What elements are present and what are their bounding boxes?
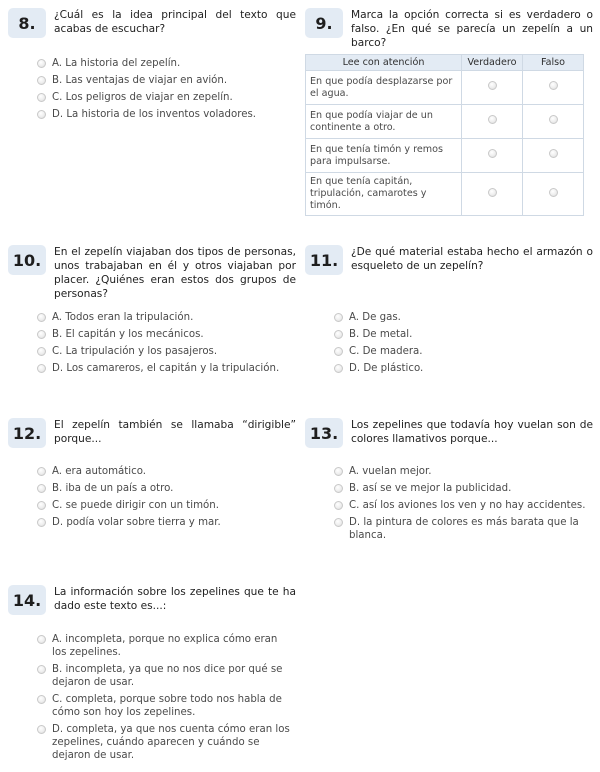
- radio-button[interactable]: [37, 695, 46, 704]
- question-number: 14.: [8, 585, 46, 615]
- radio-button[interactable]: [37, 76, 46, 85]
- option-label: D. podía volar sobre tierra y mar.: [52, 517, 221, 528]
- true-radio[interactable]: [488, 188, 497, 197]
- radio-button[interactable]: [334, 501, 343, 510]
- radio-button[interactable]: [334, 467, 343, 476]
- option-label: B. incompleta, ya que no nos dice por qué se dejaron de usar.: [52, 664, 283, 688]
- true-radio[interactable]: [488, 149, 497, 158]
- true-cell: [462, 71, 523, 105]
- true-cell: [462, 139, 523, 173]
- option-label: A. incompleta, porque no explica cómo eran los zepelines.: [52, 634, 278, 658]
- question-number: 12.: [8, 418, 46, 448]
- question-number: 9.: [305, 8, 343, 38]
- radio-button[interactable]: [37, 467, 46, 476]
- radio-button[interactable]: [334, 364, 343, 373]
- question-8: [8, 8, 298, 128]
- radio-button[interactable]: [37, 93, 46, 102]
- option-label: C. La tripulación y los pasajeros.: [52, 346, 218, 357]
- options-list: [334, 311, 589, 379]
- radio-button[interactable]: [37, 501, 46, 510]
- true-cell: [462, 173, 523, 216]
- option-label: A. Todos eran la tripulación.: [52, 312, 194, 323]
- option-label: B. así se ve mejor la publicidad.: [349, 483, 512, 494]
- radio-button[interactable]: [334, 347, 343, 356]
- radio-button[interactable]: [37, 330, 46, 339]
- false-cell: [523, 173, 584, 216]
- option-label: D. La historia de los inventos voladores.: [52, 109, 257, 120]
- option-c[interactable]: [37, 693, 292, 719]
- question-9: [305, 8, 595, 48]
- radio-button[interactable]: [37, 110, 46, 119]
- radio-button[interactable]: [37, 347, 46, 356]
- options-list: [37, 311, 292, 379]
- option-label: D. De plástico.: [349, 363, 424, 374]
- option-c[interactable]: [334, 345, 589, 358]
- false-radio[interactable]: [549, 188, 558, 197]
- question-10: [8, 245, 298, 385]
- radio-button[interactable]: [334, 518, 343, 527]
- table-header-row: [306, 55, 584, 71]
- true-radio[interactable]: [488, 81, 497, 90]
- option-label: C. De madera.: [349, 346, 423, 357]
- option-label: D. Los camareros, el capitán y la tripulación.: [52, 363, 280, 374]
- true-cell: [462, 105, 523, 139]
- option-b[interactable]: [37, 74, 292, 87]
- false-cell: [523, 139, 584, 173]
- radio-button[interactable]: [37, 665, 46, 674]
- question-number: 8.: [8, 8, 46, 38]
- radio-button[interactable]: [334, 313, 343, 322]
- option-d[interactable]: [37, 362, 292, 375]
- radio-button[interactable]: [37, 59, 46, 68]
- question-text: Los zepelines que todavía hoy vuelan son de colores llamativos porque...: [351, 419, 593, 445]
- option-d[interactable]: [37, 723, 292, 762]
- option-label: D. completa, ya que nos cuenta cómo eran los zepelines, cuándo aparecen y cuándo se dejaron de usar.: [52, 724, 290, 761]
- option-a[interactable]: [334, 311, 589, 324]
- question-number: 10.: [8, 245, 46, 275]
- statement-cell: En que tenía capitán, tripulación, camarotes y timón.: [306, 173, 462, 216]
- option-a[interactable]: [37, 311, 292, 324]
- radio-button[interactable]: [334, 484, 343, 493]
- option-label: D. la pintura de colores es más barata que la blanca.: [349, 517, 579, 541]
- table-row: [306, 139, 584, 173]
- false-radio[interactable]: [549, 115, 558, 124]
- options-list: [37, 633, 292, 766]
- option-b[interactable]: [334, 482, 589, 495]
- option-d[interactable]: [334, 516, 589, 542]
- option-b[interactable]: [37, 328, 292, 341]
- option-c[interactable]: [37, 91, 292, 104]
- table-row: [306, 173, 584, 216]
- option-d[interactable]: [37, 108, 292, 121]
- false-radio[interactable]: [549, 81, 558, 90]
- option-label: A. La historia del zepelín.: [52, 58, 181, 69]
- option-c[interactable]: [334, 499, 589, 512]
- option-label: A. era automático.: [52, 466, 147, 477]
- question-text: ¿Cuál es la idea principal del texto que acabas de escuchar?: [54, 9, 296, 35]
- option-label: C. se puede dirigir con un timón.: [52, 500, 219, 511]
- option-label: C. completa, porque sobre todo nos habla de cómo son hoy los zepelines.: [52, 694, 282, 718]
- option-b[interactable]: [37, 482, 292, 495]
- question-number: 11.: [305, 245, 343, 275]
- option-label: C. así los aviones los ven y no hay accidentes.: [349, 500, 586, 511]
- question-text: Marca la opción correcta si es verdadero o falso. ¿En qué se parecía un zepelín a un barco?: [351, 9, 593, 49]
- question-12: [8, 418, 298, 538]
- options-list: [37, 57, 292, 125]
- option-a[interactable]: [37, 633, 292, 659]
- question-13: [305, 418, 595, 558]
- question-number: 13.: [305, 418, 343, 448]
- option-a[interactable]: [37, 57, 292, 70]
- question-text: El zepelín también se llamaba “dirigible” porque...: [54, 419, 296, 445]
- true-radio[interactable]: [488, 115, 497, 124]
- option-b[interactable]: [37, 663, 292, 689]
- question-text: La información sobre los zepelines que te ha dado este texto es...:: [54, 586, 296, 612]
- option-label: A. De gas.: [349, 312, 401, 323]
- option-label: C. Los peligros de viajar en zepelín.: [52, 92, 233, 103]
- table-row: [306, 105, 584, 139]
- false-cell: [523, 71, 584, 105]
- true-false-table: [305, 54, 584, 216]
- statement-cell: En que tenía timón y remos para impulsarse.: [306, 139, 462, 173]
- statement-cell: En que podía viajar de un continente a otro.: [306, 105, 462, 139]
- statement-cell: En que podía desplazarse por el agua.: [306, 71, 462, 105]
- radio-button[interactable]: [334, 330, 343, 339]
- table-row: [306, 71, 584, 105]
- question-text: ¿De qué material estaba hecho el armazón o esqueleto de un zepelín?: [351, 246, 593, 272]
- options-list: [37, 465, 292, 533]
- option-label: B. Las ventajas de viajar en avión.: [52, 75, 228, 86]
- option-c[interactable]: [37, 345, 292, 358]
- question-11: [305, 245, 595, 385]
- options-list: [334, 465, 589, 546]
- option-label: A. vuelan mejor.: [349, 466, 432, 477]
- false-cell: [523, 105, 584, 139]
- true-header: Verdadero: [462, 55, 523, 71]
- false-header: Falso: [523, 55, 584, 71]
- statement-header: Lee con atención: [306, 55, 462, 71]
- option-b[interactable]: [334, 328, 589, 341]
- radio-button[interactable]: [37, 313, 46, 322]
- option-a[interactable]: [37, 465, 292, 478]
- radio-button[interactable]: [37, 484, 46, 493]
- option-d[interactable]: [37, 516, 292, 529]
- radio-button[interactable]: [37, 635, 46, 644]
- option-d[interactable]: [334, 362, 589, 375]
- radio-button[interactable]: [37, 518, 46, 527]
- question-14: [8, 585, 298, 770]
- option-label: B. iba de un país a otro.: [52, 483, 174, 494]
- question-text: En el zepelín viajaban dos tipos de personas, unos trabajaban en él y otros viajaban por placer. ¿Quiénes eran estos dos grupos de personas?: [54, 246, 296, 300]
- option-label: B. El capitán y los mecánicos.: [52, 329, 204, 340]
- option-c[interactable]: [37, 499, 292, 512]
- false-radio[interactable]: [549, 149, 558, 158]
- radio-button[interactable]: [37, 725, 46, 734]
- option-a[interactable]: [334, 465, 589, 478]
- option-label: B. De metal.: [349, 329, 413, 340]
- radio-button[interactable]: [37, 364, 46, 373]
